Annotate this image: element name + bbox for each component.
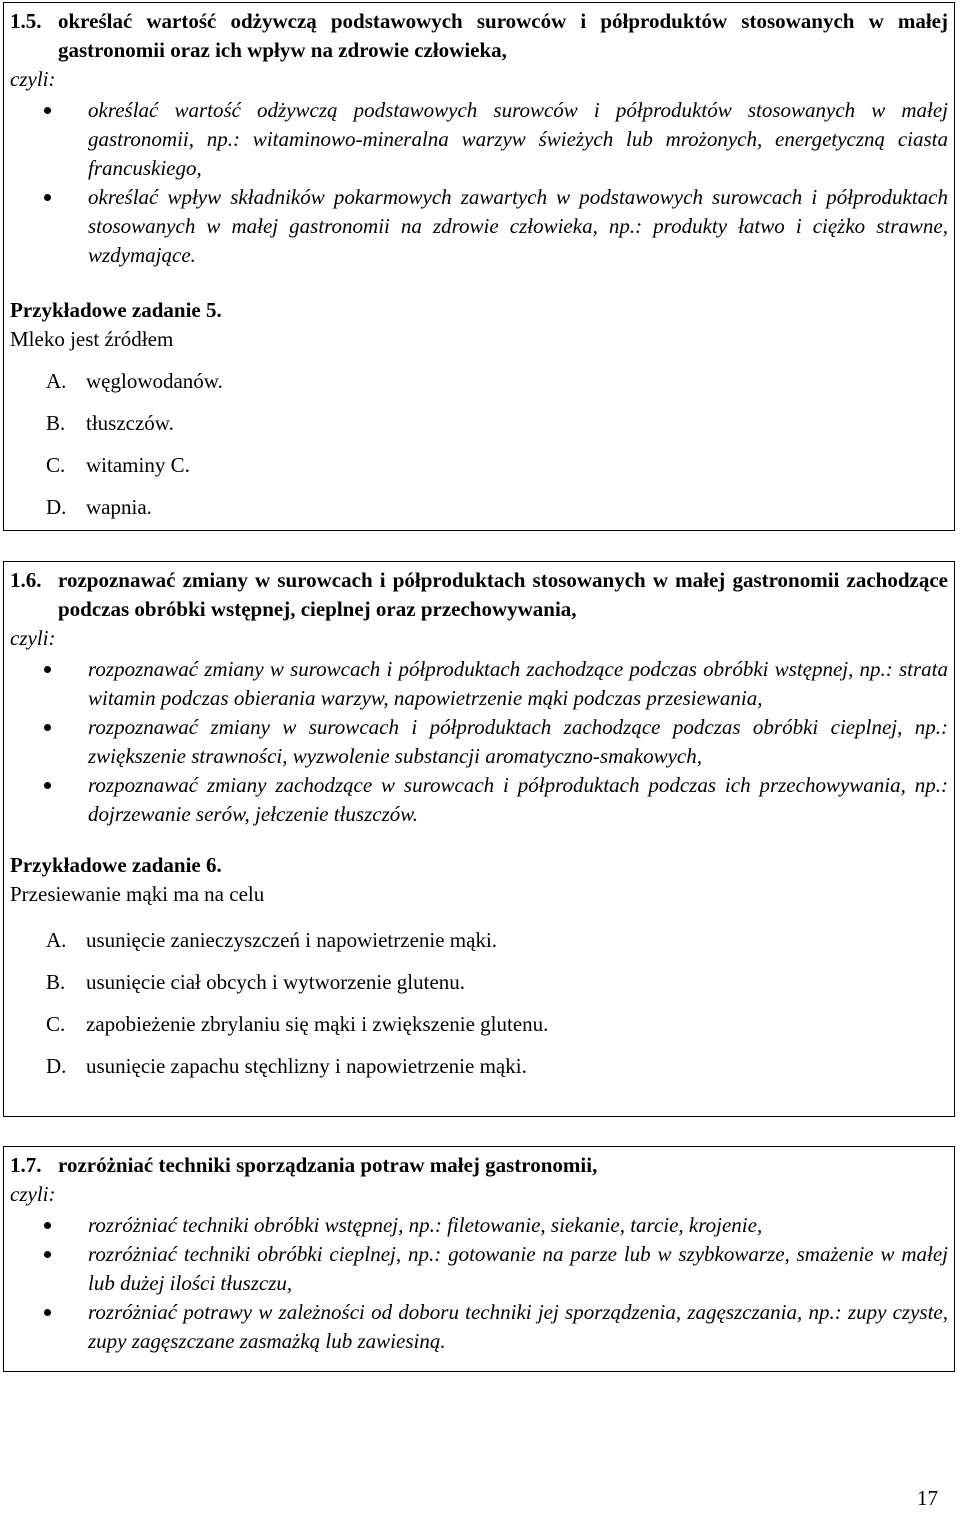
section-1-5 xyxy=(3,2,955,531)
bullet-item: rozpoznawać zmiany w surowcach i półproduktach zachodzące podczas obróbki cieplnej, np.: zwiększenie strawności, wyzwolenie substancji aromatyczno-smakowych, xyxy=(10,713,948,771)
bullet-icon xyxy=(10,1240,88,1298)
task-question: Mleko jest źródłem xyxy=(10,327,174,351)
section-title: rozpoznawać zmiany w surowcach i półproduktach stosowanych w małej gastronomii zachodzące podczas obróbki wstępnej, cieplnej oraz przechowywania, xyxy=(58,568,948,621)
answer-option: A. usunięcie zanieczyszczeń i napowietrzenie mąki. xyxy=(46,928,498,952)
task-title: Przykładowe zadanie 6. xyxy=(10,853,222,877)
section-1-7 xyxy=(3,1146,955,1372)
answer-option: C. witaminy C. xyxy=(46,453,190,477)
czyli-label: czyli: xyxy=(10,1182,56,1206)
answer-option: D. usunięcie zapachu stęchlizny i napowietrzenie mąki. xyxy=(46,1054,527,1078)
answer-option: A. węglowodanów. xyxy=(46,369,223,393)
bullet-icon xyxy=(10,771,88,829)
task-question: Przesiewanie mąki ma na celu xyxy=(10,882,265,906)
bullet-icon xyxy=(10,183,88,270)
section-heading xyxy=(10,7,948,65)
section-title: określać wartość odżywczą podstawowych surowców i półproduktów stosowanych w małej gastronomii oraz ich wpływ na zdrowie człowieka, xyxy=(58,9,948,62)
bullet-icon xyxy=(10,655,88,713)
section-heading xyxy=(10,1151,948,1180)
section-number: 1.7. xyxy=(10,1153,42,1177)
bullet-list xyxy=(10,655,948,829)
section-1-6 xyxy=(3,561,955,1117)
answer-option: C. zapobieżenie zbrylaniu się mąki i zwiększenie glutenu. xyxy=(46,1012,549,1036)
page-number: 17 xyxy=(917,1486,938,1510)
bullet-icon xyxy=(10,1298,88,1356)
bullet-icon xyxy=(10,713,88,771)
bullet-item: rozpoznawać zmiany w surowcach i półproduktach zachodzące podczas obróbki wstępnej, np.: strata witamin podczas obierania warzyw, napowietrzenie mąki podczas przesiewania, xyxy=(10,655,948,713)
section-title: rozróżniać techniki sporządzania potraw małej gastronomii, xyxy=(58,1153,598,1177)
czyli-label: czyli: xyxy=(10,626,56,650)
bullet-icon xyxy=(10,96,88,183)
section-number: 1.6. xyxy=(10,568,42,592)
bullet-item: rozróżniać potrawy w zależności od doboru techniki jej sporządzenia, zagęszczania, np.: zupy czyste, zupy zagęszczane zasmażką lub zawiesiną. xyxy=(10,1298,948,1356)
bullet-item: określać wartość odżywczą podstawowych surowców i półproduktów stosowanych w małej gastronomii, np.: witaminowo-mineralna warzyw świeżych lub mrożonych, energetyczną ciasta francuskiego, xyxy=(10,96,948,183)
answer-option: B. usunięcie ciał obcych i wytworzenie glutenu. xyxy=(46,970,466,994)
bullet-item: rozróżniać techniki obróbki wstępnej, np.: filetowanie, siekanie, tarcie, krojenie, xyxy=(10,1211,948,1240)
bullet-item: określać wpływ składników pokarmowych zawartych w podstawowych surowcach i półproduktach stosowanych w małej gastronomii na zdrowie człowieka, np.: produkty łatwo i ciężko strawne, wzdymające. xyxy=(10,183,948,270)
answer-options xyxy=(10,360,948,528)
answer-option: B. tłuszczów. xyxy=(46,411,174,435)
bullet-item: rozpoznawać zmiany zachodzące w surowcach i półproduktach podczas ich przechowywania, np.: dojrzewanie serów, jełczenie tłuszczów. xyxy=(10,771,948,829)
answer-options xyxy=(10,919,948,1087)
czyli-label: czyli: xyxy=(10,67,56,91)
bullet-item: rozróżniać techniki obróbki cieplnej, np.: gotowanie na parze lub w szybkowarze, smażenie w małej lub dużej ilości tłuszczu, xyxy=(10,1240,948,1298)
bullet-icon xyxy=(10,1211,88,1240)
section-heading xyxy=(10,566,948,624)
bullet-list xyxy=(10,96,948,270)
bullet-list xyxy=(10,1211,948,1356)
section-number: 1.5. xyxy=(10,9,42,33)
task-title: Przykładowe zadanie 5. xyxy=(10,298,222,322)
answer-option: D. wapnia. xyxy=(46,495,152,519)
